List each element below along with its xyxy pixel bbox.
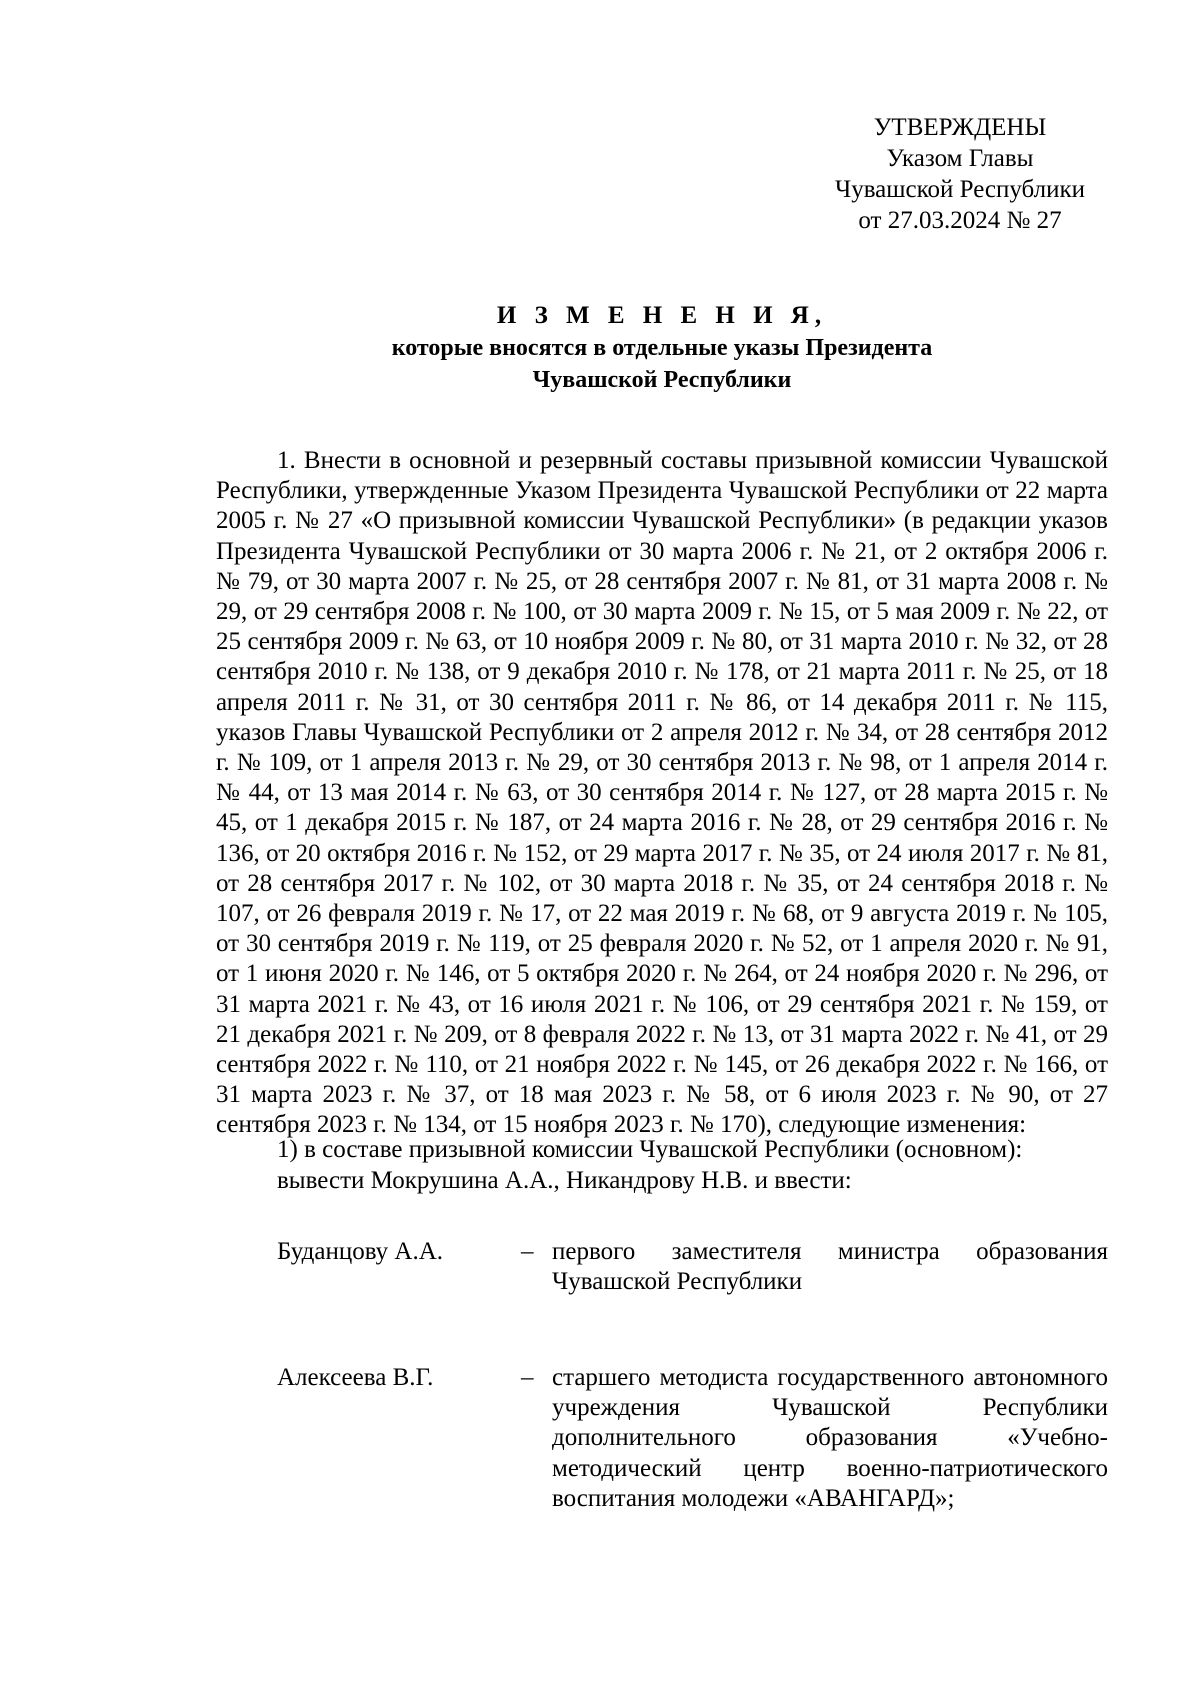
- item-1-heading: 1) в составе призывной комиссии Чувашской Республики (основном):: [277, 1136, 1023, 1163]
- document-subtitle-line2: Чувашской Республики: [532, 367, 792, 393]
- appointee-name: Буданцову А.А.: [277, 1238, 444, 1265]
- approval-authority: Чувашской Республики: [834, 176, 1086, 203]
- document-subtitle-line1: которые вносятся в отдельные указы Президента: [391, 335, 933, 361]
- paragraph-1: 1. Внести в основной и резервный составы призывной комиссии Чувашской Республики, утвержденные Указом Президента Чувашской Республики от 22 марта 2005 г. № 27 «О призывной комиссии Чувашской Республики» (в редакции указов Президента Чувашской Республики от 30 марта 2006 г. № 21, от 2 октября 2006 г. № 79, от 30 марта 2007 г. № 25, от 28 сентября 2007 г. № 81, от 31 марта 2008 г. № 29, от 29 сентября 2008 г. № 100, от 30 марта 2009 г. № 15, от 5 мая 2009 г. № 22, от 25 сентября 2009 г. № 63, от 10 ноября 2009 г. № 80, от 31 марта 2010 г. № 32, от 28 сентября 2010 г. № 138, от 9 декабря 2010 г. № 178, от 21 марта 2011 г. № 25, от 18 апреля 2011 г. № 31, от 30 сентября 2011 г. № 86, от 14 декабря 2011 г. № 115, указов Главы Чувашской Республики от 2 апреля 2012 г. № 34, от 28 сентября 2012 г. № 109, от 1 апреля 2013 г. № 29, от 30 сентября 2013 г. № 98, от 1 апреля 2014 г. № 44, от 13 мая 2014 г. № 63, от 30 сентября 2014 г. № 127, от 28 марта 2015 г. № 45, от 1 декабря 2015 г. № 187, от 24 марта 2016 г. № 28, от 29 сентября 2016 г. № 136, от 20 октября 2016 г. № 152, от 29 марта 2017 г. № 35, от 24 июля 2017 г. № 81, от 28 сентября 2017 г. № 102, от 30 марта 2018 г. № 35, от 24 сентября 2018 г. № 107, от 26 февраля 2019 г. № 17, от 22 мая 2019 г. № 68, от 9 августа 2019 г. № 105, от 30 сентября 2019 г. № 119, от 25 февраля 2020 г. № 52, от 1 апреля 2020 г. № 91, от 1 июня 2020 г. № 146, от 5 октября 2020 г. № 264, от 24 ноября 2020 г. № 296, от 31 марта 2021 г. № 43, от 16 июля 2021 г. № 106, от 29 сентября 2021 г. № 159, от 21 декабря 2021 г. № 209, от 8 февраля 2022 г. № 13, от 31 марта 2022 г. № 41, от 29 сентября 2022 г. № 110, от 21 ноября 2022 г. № 145, от 26 декабря 2022 г. № 166, от 31 марта 2023 г. № 37, от 18 мая 2023 г. № 58, от 6 июля 2023 г. № 90, от 27 сентября 2023 г. № 134, от 15 ноября 2023 г. № 170), следующие изменения:: [216, 447, 1108, 1139]
- approval-block: [820, 112, 1100, 236]
- approval-date-number: от 27.03.2024 № 27: [858, 207, 1062, 234]
- item-1-instruction: вывести Мокрушина А.А., Никандрову Н.В. и ввести:: [277, 1167, 852, 1194]
- appointee-dash: –: [521, 1238, 534, 1265]
- document-heading: [216, 300, 1108, 396]
- appointee-role: старшего методиста государственного автономного учреждения Чувашской Республики дополнительного образования «Учебно-методический центр военно-патриотического воспитания молодежи «АВАНГАРД»;: [552, 1364, 1108, 1512]
- appointee-dash: –: [521, 1364, 534, 1391]
- approval-status: УТВЕРЖДЕНЫ: [873, 114, 1047, 141]
- appointee-role: первого заместителя министра образования Чувашской Республики: [552, 1238, 1108, 1296]
- document-title: И З М Е Н Е Н И Я,: [496, 302, 828, 329]
- appointee-name: Алексеева В.Г.: [277, 1364, 434, 1391]
- approval-act: Указом Главы: [886, 145, 1034, 172]
